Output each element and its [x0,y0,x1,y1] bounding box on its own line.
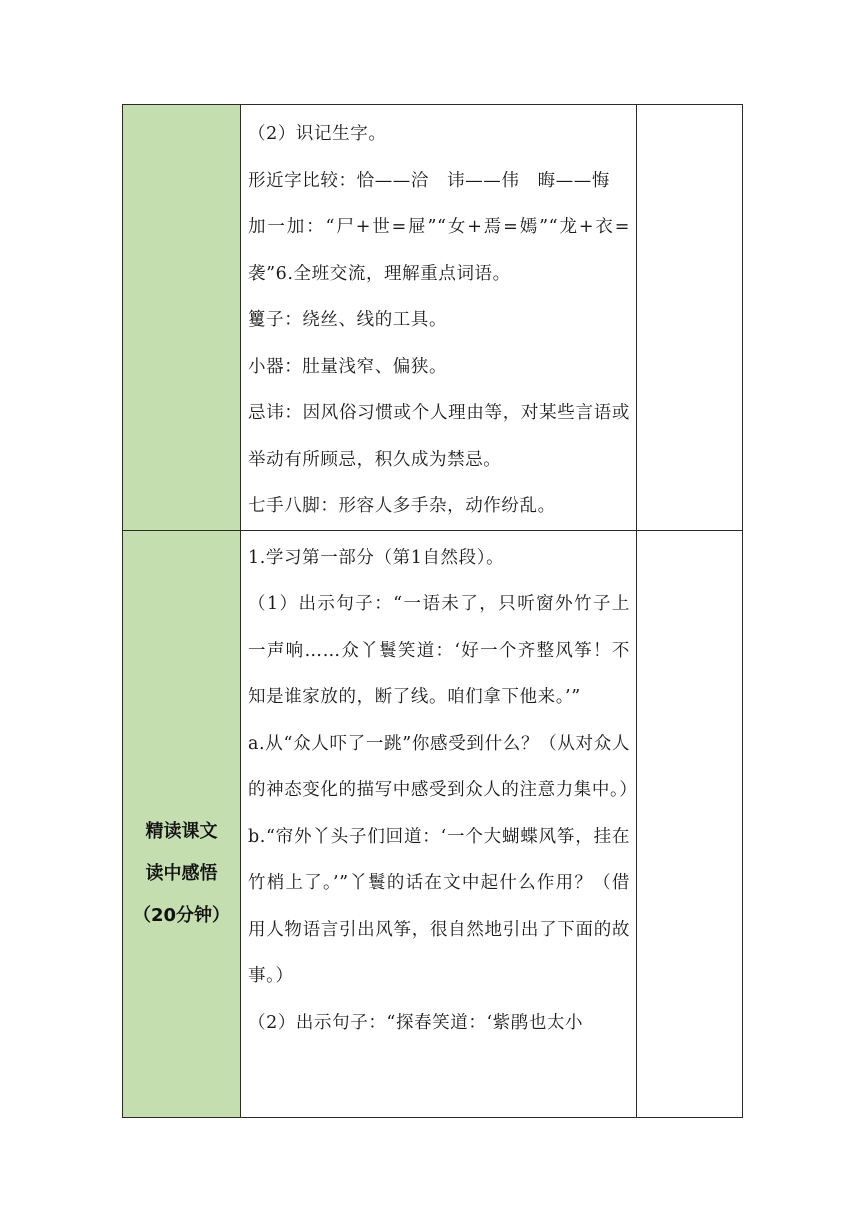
table-row [123,105,743,531]
section-label-line: 读中感悟 [145,862,218,884]
section-label-cell [123,530,241,1117]
note-cell [637,530,743,1117]
lesson-plan-table [122,104,743,1118]
content-paragraph: 1.学习第一部分（第1自然段）。 [248,547,505,568]
content-paragraph: b.“帘外丫头子们回道：‘一个大蝴蝶风筝，挂在竹梢上了。’”丫鬟的话在文中起什么作用？（借用人物语言引出风筝，很自然地引出了下面的故事。） [248,826,630,986]
section-label [123,711,240,937]
table-row [123,530,743,1117]
content-paragraph: a.从“众人吓了一跳”你感受到什么？（从对众人的神态变化的描写中感受到众人的注意力集中。） [248,733,638,800]
content-paragraph: （1）出示句子：“一语未了，只听窗外竹子上一声响……众丫鬟笑道：‘好一个齐整风筝！不知是谁家放的，断了线。咱们拿下他来。’” [248,594,630,707]
content-paragraph: 籰子：绕丝、线的工具。 [248,310,448,330]
content-paragraph: 小器：肚量浅窄、偏狭。 [248,356,448,377]
content-paragraph: 忌讳：因风俗习惯或个人理由等，对某些言语或举动有所顾忌，积久成为禁忌。 [248,403,630,470]
content-paragraph: 七手八脚：形容人多手杂，动作纷乱。 [248,496,556,516]
content-paragraph: 加一加：“尸+世=屉”“女+焉=嫣”“龙+衣=袭”6.全班交流，理解重点词语。 [248,217,630,284]
section-label-cell [123,105,241,531]
section-label-line: （20分钟） [132,904,231,926]
content-cell [241,105,637,531]
content-paragraph: （2）识记生字。 [248,124,387,144]
content-cell [241,530,637,1117]
note-cell [637,105,743,531]
content-paragraph: （2）出示句子：“探春笑道：‘紫鹃也太小 [248,1012,584,1033]
section-label-line: 精读课文 [145,820,218,842]
content-paragraph: 形近字比较：恰——洽 讳——伟 晦——悔 [248,170,610,191]
